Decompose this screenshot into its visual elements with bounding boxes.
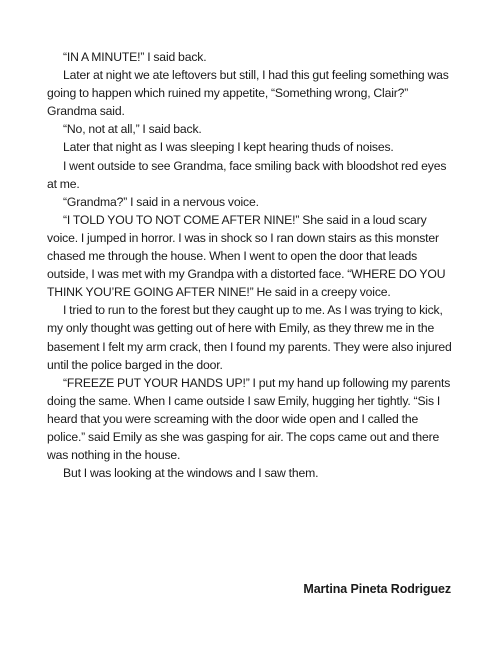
paragraph: I went outside to see Grandma, face smiling back with bloodshot red eyes at me.	[47, 158, 447, 191]
paragraph: “FREEZE PUT YOUR HANDS UP!” I put my hand up following my parents doing the same. When I came outside I saw Emily, hugging her tightly. “Sis I heard that you were screaming with the door wide open and I called the police.” said Emily as she was gasping for air. The cops came out and there was nothing in the house.	[47, 375, 451, 463]
paragraph: Later that night as I was sleeping I kept hearing thuds of noises.	[63, 140, 394, 155]
paragraph: I tried to run to the forest but they caught up to me. As I was trying to kick, my only thought was getting out of here with Emily, as they threw me in the basement I felt my arm crack, then I found my parents. They were also injured until the police barged in the door.	[47, 303, 452, 372]
paragraph: Later at night we ate leftovers but still, I had this gut feeling something was going to happen which ruined my appetite, “Something wrong, Clair?” Grandma said.	[47, 68, 449, 119]
paragraph: But I was looking at the windows and I saw them.	[63, 466, 319, 481]
paragraph: “IN A MINUTE!” I said back.	[63, 50, 207, 64]
paragraph: “No, not at all,” I said back.	[63, 122, 202, 137]
paragraph: “Grandma?” I said in a nervous voice.	[63, 194, 259, 209]
paragraph: “I TOLD YOU TO NOT COME AFTER NINE!” She said in a loud scary voice. I jumped in horror. I was in shock so I ran down stairs as this monster chased me through the house. When I went to open the door that leads outside, I was met with my Grandpa with a distorted face. “WHERE DO YOU THINK YOU’RE GOING AFTER NINE!” He said in a creepy voice.	[47, 212, 446, 300]
author-name: Martina Pineta Rodriguez	[303, 582, 451, 596]
story-text	[47, 48, 453, 482]
